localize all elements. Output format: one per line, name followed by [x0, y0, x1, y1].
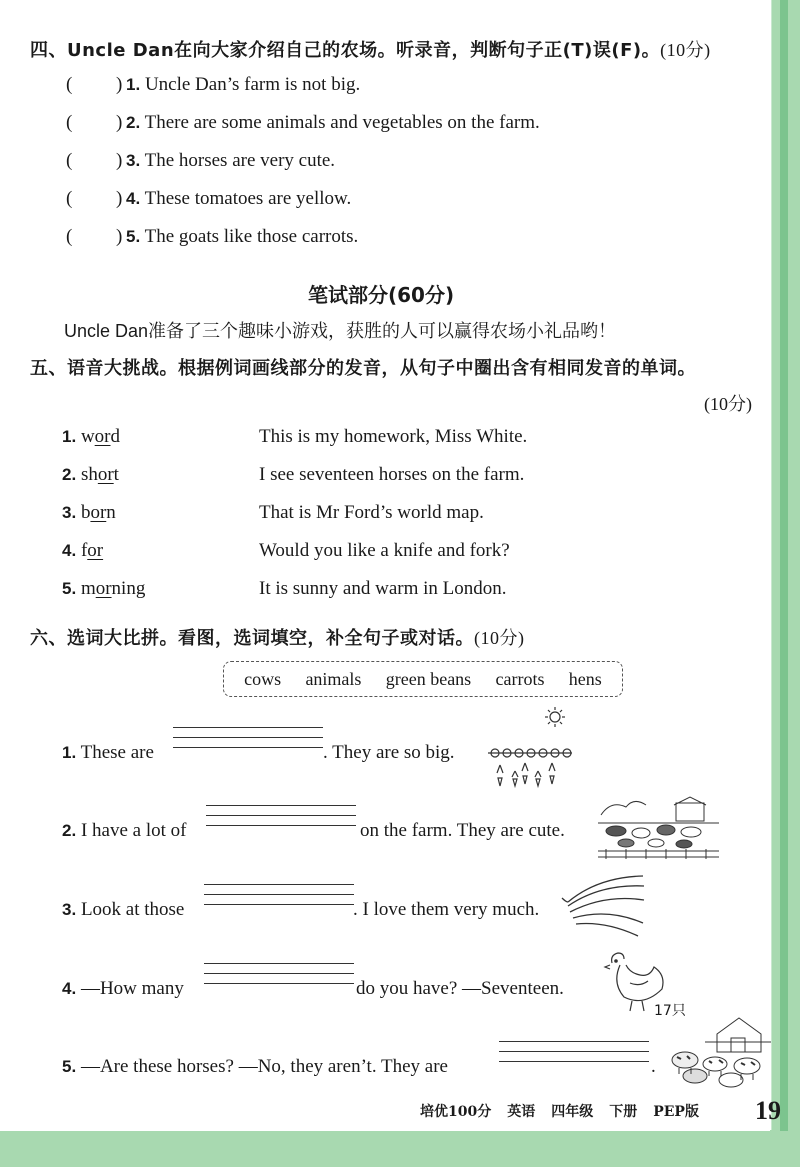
answer-paren-open[interactable]: (: [66, 226, 73, 247]
phonics-item-3: 3. born: [62, 502, 116, 523]
example-word: word: [80, 426, 120, 447]
written-intro: Uncle Dan准备了三个趣味小游戏，获胜的人可以赢得农场小礼品哟！: [64, 321, 617, 342]
page-border-stripe: [780, 0, 788, 1167]
answer-blank-4[interactable]: [204, 963, 354, 993]
section6-heading: 六、选词大比拼。看图，选词填空，补全句子或对话。(10分): [30, 628, 525, 649]
example-word: born: [80, 502, 116, 523]
fill-item-4-tail: do you have? —Seventeen.: [356, 978, 564, 999]
word-bank-item: hens: [568, 668, 602, 689]
example-word: short: [80, 464, 119, 485]
example-word: for: [80, 540, 104, 561]
fill-item-4: 4. —How many: [62, 978, 184, 999]
answer-paren-open[interactable]: (: [66, 188, 73, 209]
written-part-title: 笔试部分(60分): [308, 283, 455, 307]
tf-item-5: ( ) 5. The goats like those carrots.: [66, 226, 359, 247]
answer-paren-open[interactable]: (: [66, 112, 73, 133]
phonics-item-1: 1. word: [62, 426, 120, 447]
phonics-sentence-5[interactable]: It is sunny and warm in London.: [259, 578, 507, 599]
phonics-item-2: 2. short: [62, 464, 119, 485]
fill-item-2-tail: on the farm. They are cute.: [360, 820, 565, 841]
fill-item-2: 2. I have a lot of: [62, 820, 187, 841]
phonics-sentence-4[interactable]: Would you like a knife and fork?: [259, 540, 510, 561]
phonics-item-4: 4. for: [62, 540, 104, 561]
fill-item-1: 1. These are: [62, 742, 154, 763]
hen-count-label: 17只: [654, 1003, 686, 1019]
section5-score: (10分): [704, 394, 752, 414]
phonics-item-5: 5. morning: [62, 578, 146, 599]
answer-paren-open[interactable]: (: [66, 74, 73, 95]
fill-item-5-tail: .: [651, 1056, 656, 1077]
tf-item-2: ( ) 2. There are some animals and vegetables on the farm.: [66, 112, 540, 133]
carrots-picture: [480, 705, 580, 795]
page-border-bottom: [0, 1131, 800, 1167]
word-bank-item: carrots: [495, 668, 545, 689]
phonics-sentence-1[interactable]: This is my homework, Miss White.: [259, 426, 528, 447]
barn-cows-picture: [665, 1012, 775, 1090]
word-bank-item: cows: [244, 668, 282, 689]
worksheet-page: [10, 0, 781, 1130]
tf-item-1: ( ) 1. Uncle Dan’s farm is not big.: [66, 74, 361, 95]
word-bank: [223, 661, 623, 697]
farm-animals-picture: [596, 795, 721, 860]
answer-blank-1[interactable]: [173, 727, 323, 757]
example-word: morning: [80, 578, 146, 599]
fill-item-3: 3. Look at those: [62, 899, 185, 920]
section4-heading: 四、Uncle Dan在向大家介绍自己的农场。听录音，判断句子正(T)误(F)。(10分): [30, 40, 711, 61]
fill-item-3-tail: . I love them very much.: [353, 899, 540, 920]
phonics-sentence-3[interactable]: That is Mr Ford’s world map.: [259, 502, 484, 523]
word-bank-item: green beans: [385, 668, 472, 689]
tf-item-3: ( ) 3. The horses are very cute.: [66, 150, 336, 171]
footer-info: 培优100分 英语 四年级 下册 PEP版: [420, 1104, 699, 1120]
section5-heading: 五、语音大挑战。根据例词画线部分的发音，从句子中圈出含有相同发音的单词。: [30, 358, 696, 379]
answer-blank-3[interactable]: [204, 884, 354, 914]
tf-item-4: ( ) 4. These tomatoes are yellow.: [66, 188, 352, 209]
fill-item-1-tail: . They are so big.: [323, 742, 455, 763]
answer-blank-5[interactable]: [499, 1041, 649, 1071]
phonics-sentence-2[interactable]: I see seventeen horses on the farm.: [259, 464, 525, 485]
answer-paren-open[interactable]: (: [66, 150, 73, 171]
answer-blank-2[interactable]: [206, 805, 356, 835]
page-number: 19: [755, 1096, 781, 1125]
word-bank-item: animals: [305, 668, 362, 689]
green-beans-picture: [558, 872, 648, 938]
fill-item-5: 5. —Are these horses? —No, they aren’t. They are: [62, 1056, 448, 1077]
